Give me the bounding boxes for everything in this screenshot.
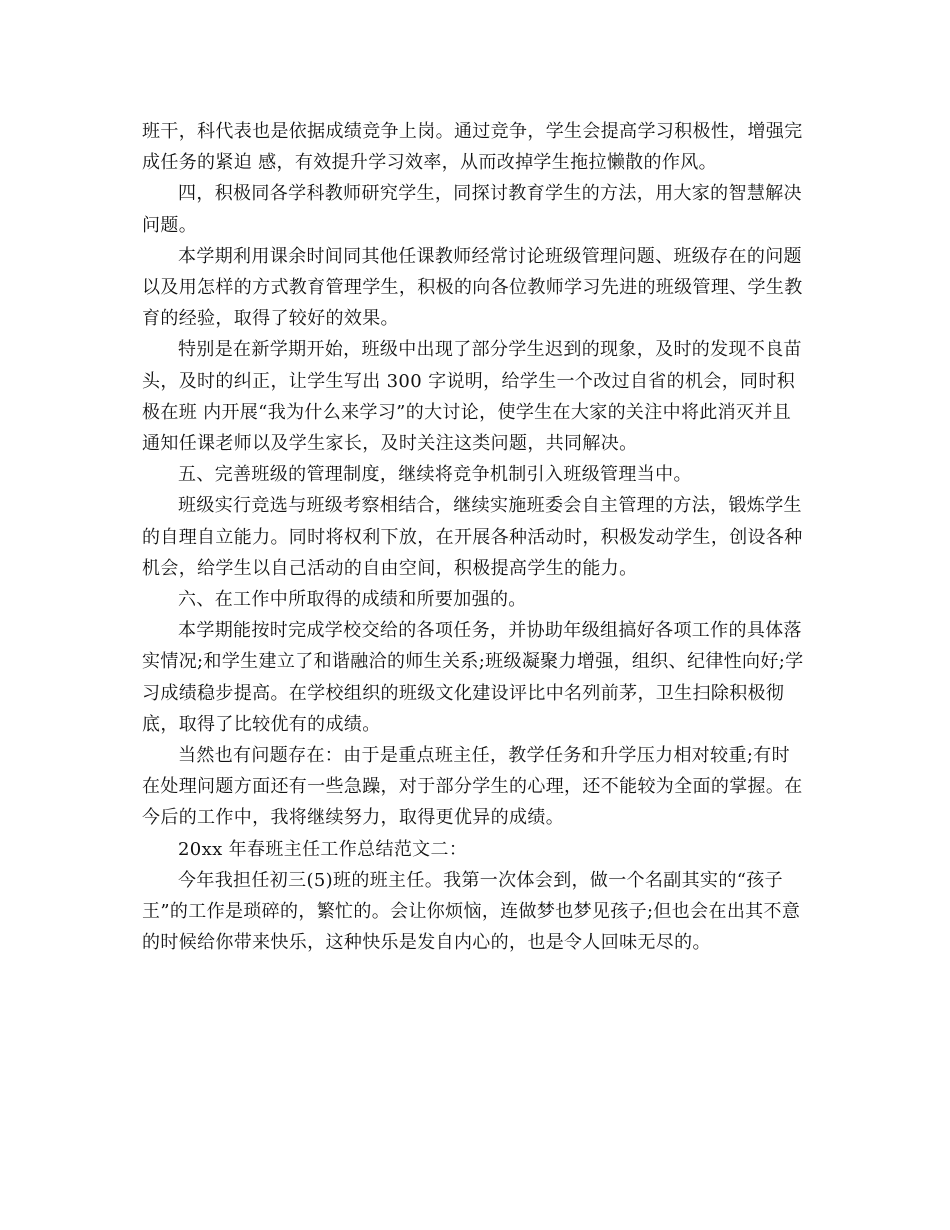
paragraph-1: 班干，科代表也是依据成绩竞争上岗。通过竞争，学生会提高学习积极性，增强完成任务的紧迫 感，有效提升学习效率，从而改掉学生拖拉懒散的作风。 (142, 121, 803, 174)
paragraph-2: 四，积极同各学科教师研究学生，同探讨教育学生的方法，用大家的智慧解决问题。 (142, 183, 802, 236)
sample-title: 20xx 年春班主任工作总结范文二： (178, 838, 468, 860)
document-body (142, 116, 808, 958)
section-heading-5: 五、完善班级的管理制度，继续将竞争机制引入班级管理当中。 (178, 464, 692, 486)
section-heading-6: 六、在工作中所取得的成绩和所要加强的。 (178, 589, 527, 611)
paragraph-4: 特别是在新学期开始，班级中出现了部分学生迟到的现象，及时的发现不良苗头，及时的纠正，让学生写出 300 字说明，给学生一个改过自省的机会，同时积极在班 内开展“我为什么来学习”的大讨论，使学生在大家的关注中将此消灭并且通知任课老师以及学生家长，及时关注这类问题，共同解决。 (142, 339, 802, 455)
paragraph-3: 本学期利用课余时间同其他任课教师经常讨论班级管理问题、班级存在的问题以及用怎样的方式教育管理学生，积极的向各位教师学习先进的班级管理、学生教育的经验，取得了较好的效果。 (142, 245, 803, 330)
paragraph-9: 当然也有问题存在：由于是重点班主任，教学任务和升学压力相对较重;有时在处理问题方面还有一些急躁，对于部分学生的心理，还不能较为全面的掌握。在今后的工作中，我将继续努力，取得更优异的成绩。 (142, 745, 803, 829)
paragraph-11: 今年我担任初三(5)班的班主任。我第一次体会到，做一个名副其实的“孩子王”的工作是琐碎的，繁忙的。会让你烦恼，连做梦也梦见孩子;但也会在出其不意的时候给你带来快乐，这种快乐是发自内心的，也是令人回味无尽的。 (142, 869, 801, 954)
paragraph-6: 班级实行竞选与班级考察相结合，继续实施班委会自主管理的方法，锻炼学生的自理自立能力。同时将权利下放，在开展各种活动时，积极发动学生，创设各种机会，给学生以自己活动的自由空间，积极提高学生的能力。 (142, 495, 803, 579)
paragraph-8: 本学期能按时完成学校交给的各项任务，并协助年级组搞好各项工作的具体落实情况;和学生建立了和谐融洽的师生关系;班级凝聚力增强，组织、纪律性向好;学习成绩稳步提高。在学校组织的班级文化建设评比中名列前茅，卫生扫除积极彻底，取得了比较优有的成绩。 (142, 620, 804, 735)
